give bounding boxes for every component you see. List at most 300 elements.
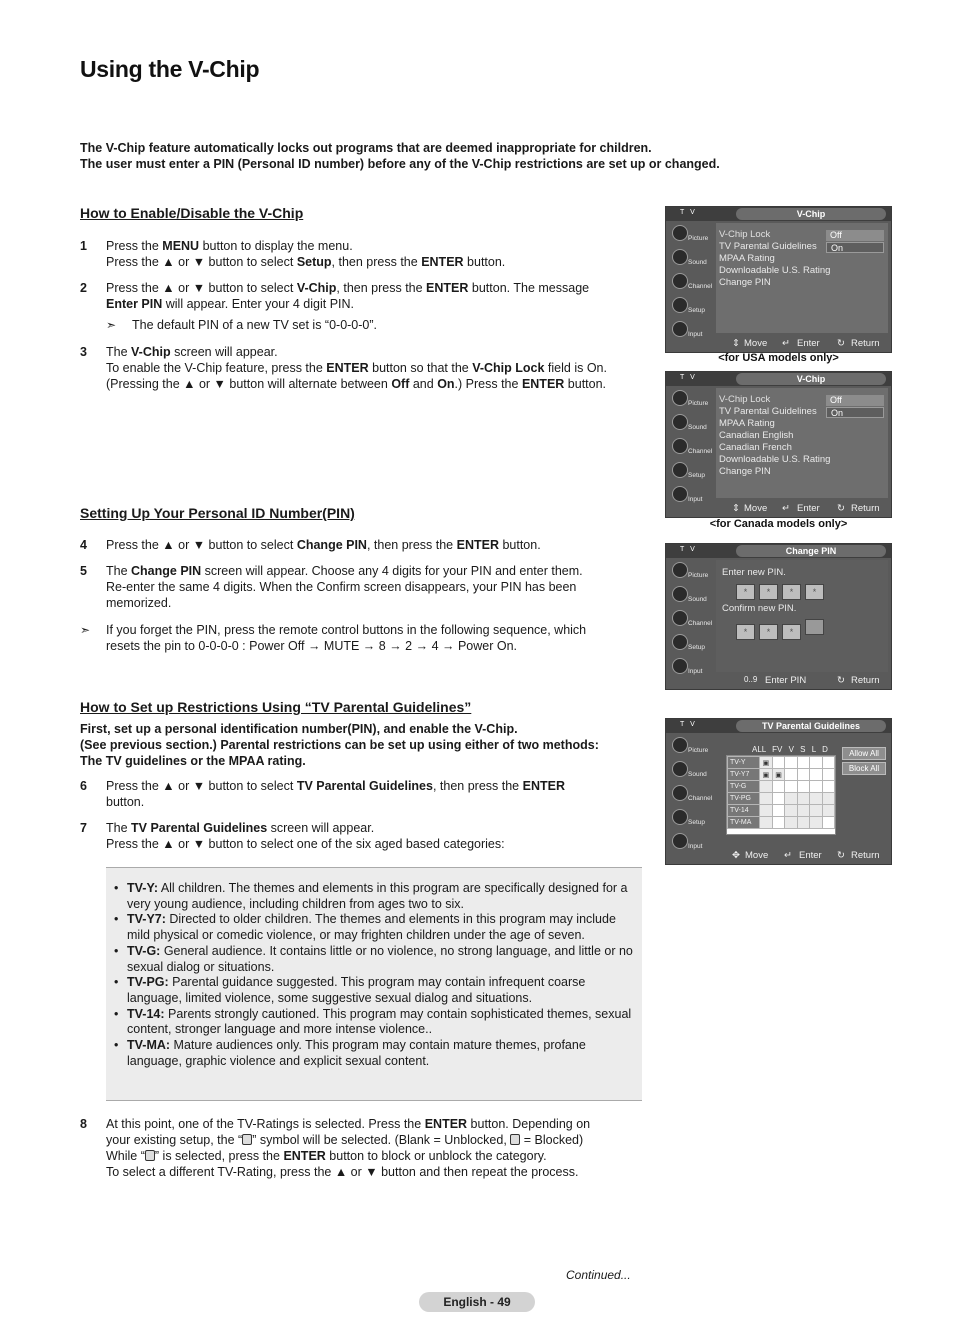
return-hint: Return bbox=[851, 850, 880, 861]
move-hint: Move bbox=[745, 850, 769, 861]
step-number: 4 bbox=[80, 538, 87, 552]
picture-icon bbox=[672, 390, 688, 406]
note-default-pin bbox=[106, 317, 646, 333]
text-bold: V-Chip bbox=[296, 281, 337, 295]
menu-item-downloadable[interactable]: Downloadable U.S. Rating bbox=[719, 454, 831, 465]
text: .) Press the bbox=[454, 377, 522, 391]
move-icon: ⇕ bbox=[732, 503, 740, 514]
lead-line: The TV guidelines or the MPAA rating. bbox=[80, 754, 306, 768]
step-number: 8 bbox=[80, 1117, 87, 1131]
menu-item-tv-parental[interactable]: TV Parental Guidelines bbox=[719, 406, 817, 417]
sidebar-item-sound[interactable] bbox=[668, 412, 712, 436]
list-item: • TV-Y7: Directed to older children. The themes and elements in this program may include mild physical or comedic violence, or may frighten children under the age of seven. bbox=[114, 912, 616, 943]
enter-hint: Enter bbox=[797, 338, 820, 349]
text: Press the bbox=[106, 239, 163, 253]
grid-cell bbox=[822, 757, 834, 769]
channel-icon bbox=[672, 785, 688, 801]
step-number: 1 bbox=[80, 239, 87, 253]
note-text: The default PIN of a new TV set is “0-0-0-0”. bbox=[132, 318, 378, 332]
sidebar-label: Setup bbox=[688, 644, 705, 651]
row-label: TV-PG bbox=[728, 793, 760, 805]
lock-cell[interactable] bbox=[822, 793, 834, 805]
note-arrow-icon: ➣ bbox=[106, 318, 117, 332]
rating-text: General audience. It contains little or no violence, no strong language, and little or no sexual dialog or situations. bbox=[127, 943, 633, 974]
text: button. bbox=[564, 377, 607, 391]
table-row bbox=[728, 817, 835, 829]
input-icon bbox=[672, 658, 688, 674]
return-icon: ↻ bbox=[837, 338, 845, 349]
section-pin-heading: Setting Up Your Personal ID Number(PIN) bbox=[80, 505, 355, 521]
text: button. bbox=[106, 795, 145, 809]
row-label: TV-Y bbox=[728, 757, 760, 769]
text-bold: V-Chip bbox=[131, 345, 171, 359]
parental-lead bbox=[80, 721, 650, 769]
grid-cell bbox=[797, 757, 809, 769]
sidebar-label: Setup bbox=[688, 307, 705, 314]
sidebar-label: Input bbox=[688, 668, 703, 675]
menu-title: Change PIN bbox=[736, 545, 886, 557]
enter-icon: ↵ bbox=[784, 850, 792, 861]
tv-bottombar bbox=[716, 850, 889, 862]
step-4 bbox=[80, 537, 650, 553]
grid-cell bbox=[822, 769, 834, 781]
input-icon bbox=[672, 321, 688, 337]
lock-cell[interactable] bbox=[797, 793, 809, 805]
text: button. bbox=[463, 255, 506, 269]
enter-hint: Enter bbox=[799, 850, 822, 861]
text: will appear. Enter your 4 digit PIN. bbox=[162, 297, 355, 311]
channel-icon bbox=[672, 273, 688, 289]
tv-screen-vchip-canada bbox=[665, 371, 892, 518]
sidebar-label: Channel bbox=[688, 620, 713, 627]
pin-digit-box[interactable]: * bbox=[736, 624, 755, 640]
text-bold: Setup bbox=[296, 255, 332, 269]
list-item: • TV-PG: Parental guidance suggested. This program may contain infrequent coarse language, limited violence, some suggestive sexual dialog and situations. bbox=[114, 975, 586, 1005]
menu-item-mpaa[interactable]: MPAA Rating bbox=[719, 253, 775, 264]
number-keys-icon: 0..9 bbox=[744, 675, 758, 684]
text: button. The message bbox=[468, 281, 590, 295]
menu-item-downloadable[interactable]: Downloadable U.S. Rating bbox=[719, 265, 831, 276]
text: button. Depending on bbox=[467, 1117, 591, 1131]
sidebar-item-setup[interactable] bbox=[668, 807, 712, 831]
lead-line: (See previous section.) Parental restrictions can be set up using either of two methods: bbox=[80, 738, 599, 752]
text: Press the ▲ or ▼ button to select bbox=[106, 255, 297, 269]
sidebar-item-channel[interactable] bbox=[668, 436, 712, 460]
text-bold: TV Parental Guidelines bbox=[296, 779, 433, 793]
menu-item-vchip-lock[interactable]: V-Chip Lock bbox=[719, 394, 771, 405]
lock-cell[interactable] bbox=[810, 805, 822, 817]
allow-all-button[interactable]: Allow All bbox=[842, 747, 886, 760]
text: (Pressing the ▲ or ▼ button will alternate between bbox=[106, 377, 392, 391]
setup-icon bbox=[672, 809, 688, 825]
grid-cell bbox=[772, 817, 785, 829]
setup-icon bbox=[672, 634, 688, 650]
sidebar-label: Sound bbox=[688, 596, 707, 603]
table-row bbox=[728, 781, 835, 793]
sound-icon bbox=[672, 761, 688, 777]
page-number-badge: English - 49 bbox=[419, 1292, 535, 1312]
lock-cell[interactable] bbox=[785, 793, 797, 805]
text: To enable the V-Chip feature, press the bbox=[106, 361, 327, 375]
enter-icon: ↵ bbox=[782, 338, 790, 349]
sidebar-item-input[interactable] bbox=[668, 831, 712, 855]
text: screen will appear. Choose any 4 digits for your PIN and enter them. bbox=[201, 564, 583, 578]
lock-cell[interactable] bbox=[810, 793, 822, 805]
text: = Blocked) bbox=[520, 1133, 584, 1147]
confirm-new-pin-label: Confirm new PIN. bbox=[722, 603, 797, 614]
row-label: TV-G bbox=[728, 781, 760, 793]
list-item: • TV-14: Parents strongly cautioned. This program may contain sophisticated themes, sexual content, stronger language and more intense violence.. bbox=[114, 1006, 632, 1037]
tv-sidebar bbox=[668, 223, 713, 343]
sidebar-label: Setup bbox=[688, 472, 705, 479]
tv-sidebar bbox=[668, 560, 713, 680]
text-bold: MENU bbox=[162, 239, 200, 253]
text: ” is selected, press the bbox=[154, 1149, 284, 1163]
lock-cell[interactable] bbox=[760, 805, 773, 817]
sidebar-item-input[interactable] bbox=[668, 319, 712, 343]
menu-panel bbox=[716, 223, 888, 333]
text-bold: ENTER bbox=[522, 779, 565, 793]
rating-name: TV-14: bbox=[127, 1006, 165, 1021]
text: and bbox=[409, 377, 438, 391]
grid-cell bbox=[822, 817, 834, 829]
lock-cell[interactable] bbox=[760, 781, 773, 793]
sidebar-label: Picture bbox=[688, 235, 709, 242]
text: screen will appear. bbox=[170, 345, 278, 359]
return-icon: ↻ bbox=[837, 503, 845, 514]
pin-digit-box[interactable]: * bbox=[782, 584, 801, 600]
text-bold: TV Parental Guidelines bbox=[131, 821, 268, 835]
ratings-grid bbox=[726, 755, 836, 835]
menu-panel bbox=[716, 560, 888, 672]
text: Press the ▲ or ▼ button to select bbox=[106, 538, 297, 552]
sidebar-label: Setup bbox=[688, 819, 705, 826]
text: Press the ▲ or ▼ button to select one of the six aged based categories: bbox=[106, 837, 505, 851]
sidebar-label: Picture bbox=[688, 572, 709, 579]
move-icon: ⇕ bbox=[732, 338, 740, 349]
channel-icon bbox=[672, 610, 688, 626]
section-enable-heading: How to Enable/Disable the V-Chip bbox=[80, 205, 304, 221]
rating-name: TV-G: bbox=[127, 943, 161, 958]
grid-cell bbox=[772, 757, 785, 769]
sidebar-item-channel[interactable] bbox=[668, 608, 712, 632]
lock-cell[interactable] bbox=[760, 793, 773, 805]
grid-cell bbox=[810, 757, 822, 769]
tv-label: T V bbox=[680, 374, 697, 381]
tv-bottombar bbox=[716, 338, 889, 350]
setup-icon bbox=[672, 297, 688, 313]
pin-digit-box[interactable]: * bbox=[782, 624, 801, 640]
tv-sidebar bbox=[668, 735, 713, 855]
text: button to display the menu. bbox=[199, 239, 353, 253]
input-icon bbox=[672, 486, 688, 502]
lock-cell[interactable] bbox=[810, 817, 822, 829]
sidebar-item-picture[interactable] bbox=[668, 223, 712, 247]
channel-icon bbox=[672, 438, 688, 454]
lock-icon bbox=[145, 1150, 155, 1161]
sidebar-label: Picture bbox=[688, 400, 709, 407]
text: screen will appear. bbox=[267, 821, 375, 835]
text-bold: ENTER bbox=[283, 1149, 326, 1163]
rating-name: TV-MA: bbox=[127, 1038, 171, 1053]
option-on[interactable]: On bbox=[826, 407, 884, 418]
ratings-box bbox=[106, 867, 642, 1101]
move-icon: ✥ bbox=[732, 850, 740, 861]
section-parental-heading: How to Set up Restrictions Using “TV Parental Guidelines” bbox=[80, 699, 472, 715]
rating-text: Mature audiences only. This program may contain mature themes, profane language, graphic violence and explicit sexual content. bbox=[127, 1038, 586, 1068]
sidebar-item-input[interactable] bbox=[668, 656, 712, 680]
enter-hint: Enter bbox=[797, 503, 820, 514]
text: At this point, one of the TV-Ratings is selected. Press the bbox=[106, 1117, 425, 1131]
text: field is On. bbox=[544, 361, 607, 375]
text-bold: ENTER bbox=[326, 361, 369, 375]
grid-header: ALL FV V S L D bbox=[752, 745, 828, 754]
tv-screen-parental-guidelines bbox=[665, 718, 892, 865]
page-title: Using the V-Chip bbox=[80, 56, 260, 82]
return-hint: Return bbox=[851, 503, 880, 514]
sound-icon bbox=[672, 414, 688, 430]
intro-line-1: The V-Chip feature automatically locks out programs that are deemed inappropriate for children. bbox=[80, 141, 652, 155]
lock-cell[interactable] bbox=[797, 817, 809, 829]
grid-cell bbox=[822, 781, 834, 793]
lock-icon bbox=[510, 1134, 520, 1145]
text-bold: ENTER bbox=[424, 1117, 468, 1131]
text: button. bbox=[498, 538, 541, 552]
sidebar-item-setup[interactable] bbox=[668, 632, 712, 656]
text-bold: On bbox=[437, 377, 455, 391]
step-5 bbox=[80, 563, 650, 611]
ratings-list bbox=[114, 881, 634, 1069]
text-bold: ENTER bbox=[426, 281, 469, 295]
tv-screen-vchip-usa bbox=[665, 206, 892, 353]
input-icon bbox=[672, 833, 688, 849]
tv-sidebar bbox=[668, 388, 713, 508]
list-item: • TV-Y: All children. The themes and elements in this program are specifically designed for a very young audience, including children from ages two to six. bbox=[114, 881, 628, 911]
text: ” symbol will be selected. (Blank = Unblocked, bbox=[252, 1133, 511, 1147]
menu-item-vchip-lock[interactable]: V-Chip Lock bbox=[719, 229, 771, 240]
tv-bottombar bbox=[716, 503, 889, 515]
intro-line-2: The user must enter a PIN (Personal ID number) before any of the V-Chip restrictions are set up or changed. bbox=[80, 157, 720, 171]
tv-screen-change-pin bbox=[665, 543, 892, 690]
grid-cell bbox=[785, 757, 797, 769]
lock-cell[interactable] bbox=[785, 817, 797, 829]
move-hint: Move bbox=[744, 338, 768, 349]
pin-digit-box[interactable] bbox=[805, 619, 824, 635]
pin-digit-box[interactable]: * bbox=[759, 624, 778, 640]
tv-bottombar bbox=[716, 675, 889, 687]
lock-cell[interactable] bbox=[785, 805, 797, 817]
lead-line: First, set up a personal identification number(PIN), and enable the V-Chip. bbox=[80, 722, 518, 736]
step-number: 5 bbox=[80, 564, 87, 578]
row-label: TV-MA bbox=[728, 817, 760, 829]
tv-label: T V bbox=[680, 209, 697, 216]
sidebar-item-picture[interactable] bbox=[668, 560, 712, 584]
text-bold: Change PIN bbox=[131, 564, 202, 578]
sidebar-item-picture[interactable] bbox=[668, 735, 712, 759]
sidebar-label: Input bbox=[688, 331, 703, 338]
grid-cell bbox=[785, 769, 797, 781]
list-item: • TV-MA: Mature audiences only. This program may contain mature themes, profane language, graphic violence and explicit sexual content. bbox=[114, 1038, 586, 1068]
table-row bbox=[728, 769, 835, 781]
return-hint: Return bbox=[851, 675, 880, 686]
grid-cell bbox=[785, 781, 797, 793]
tv-label: T V bbox=[680, 721, 697, 728]
sidebar-label: Input bbox=[688, 496, 703, 503]
text: To select a different TV-Rating, press the ▲ or ▼ button and then repeat the process. bbox=[106, 1165, 579, 1179]
text: While “ bbox=[106, 1149, 145, 1163]
text-bold: V-Chip Lock bbox=[472, 361, 545, 375]
step-number: 2 bbox=[80, 281, 87, 295]
sidebar-item-picture[interactable] bbox=[668, 388, 712, 412]
note-text: If you forget the PIN, press the remote control buttons in the following sequence, which bbox=[106, 623, 587, 637]
sidebar-item-sound[interactable] bbox=[668, 759, 712, 783]
sound-icon bbox=[672, 586, 688, 602]
return-icon: ↻ bbox=[837, 675, 845, 686]
grid-cell bbox=[772, 793, 785, 805]
rating-text: Parental guidance suggested. This program may contain infrequent coarse language, limited violence, some suggestive sexual dialog and situations. bbox=[127, 975, 586, 1005]
text: button to block or unblock the category. bbox=[325, 1149, 547, 1163]
sidebar-item-sound[interactable] bbox=[668, 584, 712, 608]
text-bold: ENTER bbox=[456, 538, 499, 552]
step-number: 7 bbox=[80, 821, 87, 835]
menu-title: V-Chip bbox=[736, 373, 886, 385]
sidebar-item-channel[interactable] bbox=[668, 271, 712, 295]
enter-icon: ↵ bbox=[782, 503, 790, 514]
lock-icon[interactable]: ▣ bbox=[760, 769, 773, 781]
tv-label: T V bbox=[680, 546, 697, 553]
menu-title: TV Parental Guidelines bbox=[736, 720, 886, 732]
row-label: TV-Y7 bbox=[728, 769, 760, 781]
option-off[interactable]: Off bbox=[826, 395, 884, 406]
step-3 bbox=[80, 344, 650, 392]
lock-icon bbox=[242, 1134, 252, 1145]
grid-cell bbox=[797, 769, 809, 781]
rating-text: Parents strongly cautioned. This program may contain sophisticated themes, sexual content, stronger language and more intense violence.. bbox=[127, 1006, 632, 1037]
step-7 bbox=[80, 820, 650, 852]
text: Press the ▲ or ▼ button to select bbox=[106, 281, 297, 295]
option-off[interactable]: Off bbox=[826, 230, 884, 241]
grid-cell bbox=[810, 769, 822, 781]
sidebar-label: Channel bbox=[688, 283, 713, 290]
confirm-pin-row bbox=[736, 619, 828, 640]
lock-icon[interactable]: ▣ bbox=[760, 757, 773, 769]
return-hint: Return bbox=[851, 338, 880, 349]
menu-item-change-pin[interactable]: Change PIN bbox=[719, 466, 771, 477]
grid-cell bbox=[772, 805, 785, 817]
lock-cell[interactable] bbox=[822, 805, 834, 817]
menu-item-change-pin[interactable]: Change PIN bbox=[719, 277, 771, 288]
text: The bbox=[106, 564, 132, 578]
text: button so that the bbox=[368, 361, 473, 375]
text-bold: ENTER bbox=[521, 377, 565, 391]
lock-icon[interactable]: ▣ bbox=[772, 769, 785, 781]
sidebar-item-sound[interactable] bbox=[668, 247, 712, 271]
lock-cell[interactable] bbox=[760, 817, 773, 829]
sidebar-item-setup[interactable] bbox=[668, 295, 712, 319]
sidebar-item-setup[interactable] bbox=[668, 460, 712, 484]
pin-digit-box[interactable]: * bbox=[759, 584, 778, 600]
rating-name: TV-PG: bbox=[127, 975, 169, 990]
sidebar-label: Sound bbox=[688, 771, 707, 778]
rating-name: TV-Y: bbox=[127, 881, 159, 895]
text: Re-enter the same 4 digits. When the Confirm screen disappears, your PIN has been bbox=[106, 580, 577, 594]
block-all-button[interactable]: Block All bbox=[842, 762, 886, 775]
picture-icon bbox=[672, 562, 688, 578]
table-row bbox=[728, 805, 835, 817]
option-on[interactable]: On bbox=[826, 242, 884, 253]
caption-usa: <for USA models only> bbox=[718, 352, 839, 364]
pin-digit-box[interactable]: * bbox=[736, 584, 755, 600]
continued-note: Continued... bbox=[566, 1268, 631, 1282]
text: The bbox=[106, 345, 132, 359]
table-row bbox=[728, 793, 835, 805]
ratings-table bbox=[727, 756, 835, 829]
sidebar-label: Channel bbox=[688, 795, 713, 802]
sidebar-item-input[interactable] bbox=[668, 484, 712, 508]
text: your existing setup, the “ bbox=[106, 1133, 243, 1147]
sidebar-item-channel[interactable] bbox=[668, 783, 712, 807]
sound-icon bbox=[672, 249, 688, 265]
text: , then press the bbox=[331, 255, 422, 269]
step-number: 3 bbox=[80, 345, 87, 359]
pin-digit-box[interactable]: * bbox=[805, 584, 824, 600]
picture-icon bbox=[672, 737, 688, 753]
caption-canada: <for Canada models only> bbox=[709, 518, 848, 530]
text: , then press the bbox=[432, 779, 523, 793]
grid-cell bbox=[810, 781, 822, 793]
lock-cell[interactable] bbox=[797, 805, 809, 817]
step-number: 6 bbox=[80, 779, 87, 793]
rating-text: Directed to older children. The themes and elements in this program may include mild physical or comedic violence, or may frighten children under the age of seven. bbox=[127, 912, 616, 943]
menu-item-canadian-french[interactable]: Canadian French bbox=[719, 442, 792, 453]
sidebar-label: Sound bbox=[688, 424, 707, 431]
step-1 bbox=[80, 238, 650, 270]
menu-item-mpaa[interactable]: MPAA Rating bbox=[719, 418, 775, 429]
menu-item-canadian-english[interactable]: Canadian English bbox=[719, 430, 794, 441]
row-label: TV-14 bbox=[728, 805, 760, 817]
menu-panel bbox=[716, 388, 888, 498]
note-forgot-pin bbox=[80, 622, 650, 654]
menu-item-tv-parental[interactable]: TV Parental Guidelines bbox=[719, 241, 817, 252]
setup-icon bbox=[672, 462, 688, 478]
text: , then press the bbox=[336, 281, 427, 295]
text: Press the ▲ or ▼ button to select bbox=[106, 779, 297, 793]
text-bold: Change PIN bbox=[296, 538, 367, 552]
step-8 bbox=[80, 1116, 650, 1180]
rating-text: All children. The themes and elements in this program are specifically designed for a very young audience, including children from ages two to six. bbox=[127, 881, 628, 911]
new-pin-row bbox=[736, 582, 828, 600]
text-bold: Enter PIN bbox=[106, 297, 163, 311]
sidebar-label: Sound bbox=[688, 259, 707, 266]
enter-pin-hint: Enter PIN bbox=[765, 675, 807, 686]
intro-text bbox=[80, 140, 800, 172]
step-2 bbox=[80, 280, 650, 312]
enter-new-pin-label: Enter new PIN. bbox=[722, 567, 786, 578]
table-row bbox=[728, 757, 835, 769]
text-bold: Off bbox=[391, 377, 410, 391]
step-6 bbox=[80, 778, 650, 810]
sidebar-label: Channel bbox=[688, 448, 713, 455]
rating-name: TV-Y7: bbox=[127, 912, 166, 927]
grid-cell bbox=[797, 781, 809, 793]
sidebar-label: Picture bbox=[688, 747, 709, 754]
return-icon: ↻ bbox=[837, 850, 845, 861]
note-arrow-icon: ➣ bbox=[80, 623, 91, 637]
picture-icon bbox=[672, 225, 688, 241]
sidebar-label: Input bbox=[688, 843, 703, 850]
list-item: • TV-G: General audience. It contains little or no violence, no strong language, and little or no sexual dialog or situations. bbox=[114, 943, 633, 974]
grid-cell bbox=[772, 781, 785, 793]
